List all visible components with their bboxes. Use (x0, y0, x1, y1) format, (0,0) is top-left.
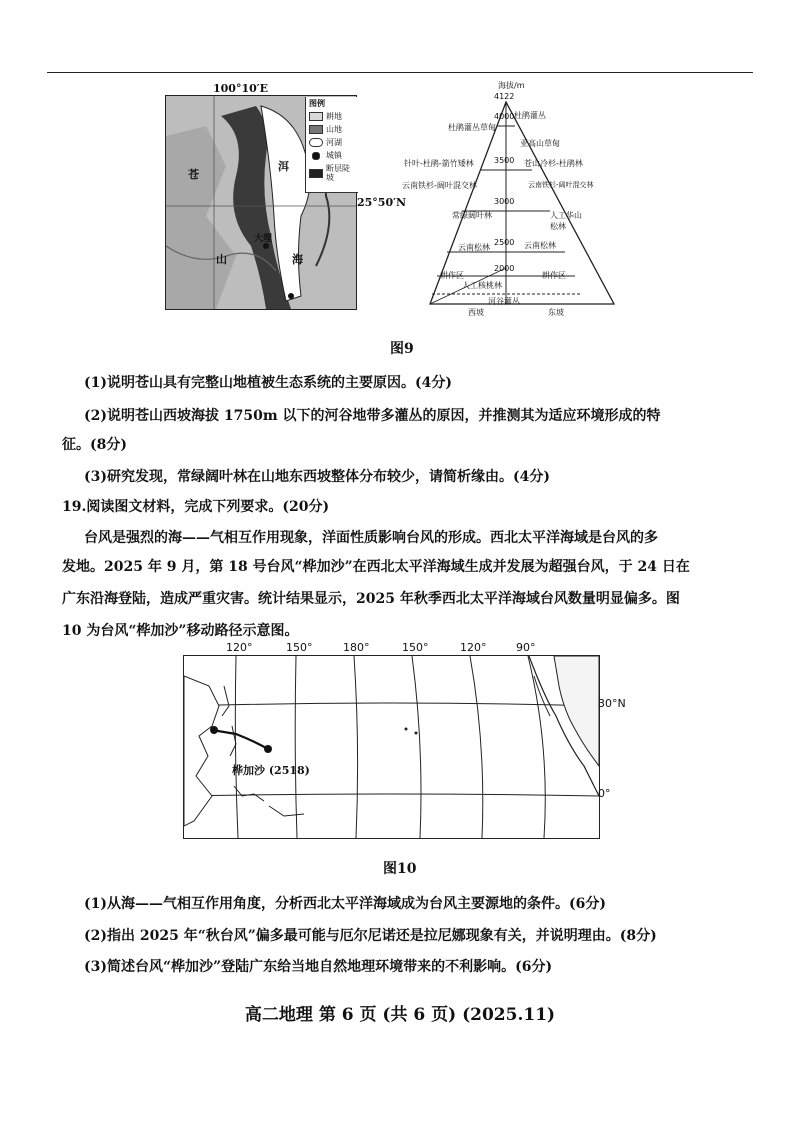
figure-9-caption: 图9 (390, 341, 414, 357)
typhoon-track-map (183, 655, 600, 839)
legend-item (306, 162, 358, 184)
pacific-map-drawing (184, 656, 599, 838)
figure-10-caption: 图10 (383, 861, 417, 877)
east-veg-label: 杜鹃灌丛 (514, 111, 546, 120)
east-veg-label: 苍山冷杉-杜鹃林 (524, 159, 583, 168)
altitude-unit: 海拔/m (498, 81, 525, 90)
question-19-1: (1)从海——气相互作用角度，分析西北太平洋海域成为台风主要源地的条件。(6分) (84, 896, 606, 912)
legend-label: 耕地 (326, 112, 342, 121)
altitude-tick: 4000 (494, 112, 515, 121)
west-veg-label: 云南松林 (458, 243, 490, 252)
top-rule (47, 72, 753, 73)
latitude-label: 25°50′N (357, 196, 407, 209)
fault-scarp-swatch-icon (309, 169, 323, 178)
question-19-2: (2)指出 2025 年“秋台风”偏多最可能与厄尔尼诺还是拉尼娜现象有关，并说明理由。(8分) (84, 928, 657, 944)
question-19-title: 19.阅读图文材料，完成下列要求。(20分) (62, 499, 330, 515)
map-legend (305, 97, 358, 193)
altitude-tick: 3500 (494, 156, 515, 165)
east-veg-label: 人工华山松林 (550, 211, 582, 231)
question-18-3: (3)研究发现，常绿阔叶林在山地东西坡整体分布较少，请简析缘由。(4分) (84, 469, 550, 485)
west-slope-label: 西坡 (468, 308, 484, 317)
legend-label: 河湖 (326, 138, 342, 147)
lon-label: 120° (226, 641, 253, 654)
typhoon-label: 桦加沙 (2518) (232, 764, 310, 777)
altitude-tick: 3000 (494, 197, 515, 206)
legend-label: 山地 (326, 125, 342, 134)
legend-item (306, 123, 358, 136)
q19-text-line: 广东沿海登陆，造成严重灾害。统计结果显示，2025 年秋季西北太平洋海域台风数量明显偏多。图 (62, 591, 680, 607)
altitude-top: 4122 (494, 92, 515, 101)
question-18-1: (1)说明苍山具有完整山地植被生态系统的主要原因。(4分) (84, 375, 452, 391)
question-18-2: (2)说明苍山西坡海拔 1750m 以下的河谷地带多灌丛的原因，并推测其为适应环境形成的特 (84, 408, 661, 424)
map-label-er: 洱 (278, 160, 289, 173)
lat-0-label: 0° (598, 787, 611, 800)
mountain-swatch-icon (309, 125, 323, 134)
page-footer: 高二地理 第 6 页 (共 6 页) (2025.11) (244, 1005, 556, 1025)
east-veg-label: 云南松林 (524, 241, 556, 250)
east-veg-label: 耕作区 (542, 271, 566, 280)
legend-item (306, 149, 358, 162)
map-label-hai: 海 (292, 253, 303, 266)
lon-label: 90° (516, 641, 536, 654)
longitude-label: 100°10′E (213, 82, 269, 95)
west-veg-label: 耕作区 (440, 271, 464, 280)
legend-item (306, 110, 358, 123)
lon-label: 150° (286, 641, 313, 654)
q19-text-line: 发地。2025 年 9 月，第 18 号台风“桦加沙”在西北太平洋海域生成并发展为超强台风，于 24 日在 (62, 559, 690, 575)
lon-label: 120° (460, 641, 487, 654)
east-veg-label: 云南铁杉-阔叶混交林 (528, 181, 594, 189)
map-label-cang: 苍 (188, 168, 199, 181)
west-veg-label: 杜鹃灌丛草甸 (448, 123, 496, 132)
altitude-tick: 2500 (494, 238, 515, 247)
vegetation-zonation-diagram (392, 80, 620, 320)
map-label-shan: 山 (216, 253, 227, 266)
legend-title: 图例 (309, 98, 325, 108)
west-veg-label: 人工核桃林 (462, 281, 502, 290)
lon-label: 180° (343, 641, 370, 654)
town-dot-icon (312, 152, 320, 160)
west-veg-label: 常绿阔叶林 (452, 211, 492, 220)
altitude-tick: 2000 (494, 264, 515, 273)
lon-label: 150° (402, 641, 429, 654)
east-veg-label: 亚高山草甸 (520, 139, 560, 148)
q19-text-line: 10 为台风“桦加沙”移动路径示意图。 (62, 623, 299, 639)
legend-label: 断层陡坡 (326, 164, 350, 182)
legend-item (306, 136, 358, 149)
question-18-2-cont: 征。(8分) (62, 437, 127, 453)
farmland-swatch-icon (309, 112, 323, 121)
lat-30-label: 30°N (598, 697, 626, 710)
river-lake-swatch-icon (309, 138, 323, 147)
map-label-dali: 大理 (254, 234, 273, 244)
legend-label: 城镇 (326, 151, 342, 160)
question-19-3: (3)简述台风“桦加沙”登陆广东给当地自然地理环境带来的不利影响。(6分) (84, 959, 553, 975)
west-veg-label: 河谷灌丛 (488, 297, 520, 306)
east-slope-label: 东坡 (548, 308, 564, 317)
west-veg-label: 云南铁杉-阔叶混交林 (402, 181, 477, 190)
q19-text-line: 台风是强烈的海——气相互作用现象，洋面性质影响台风的形成。西北太平洋海域是台风的多 (84, 530, 658, 546)
west-veg-label: 针叶-杜鹃-箭竹矮林 (404, 159, 474, 168)
